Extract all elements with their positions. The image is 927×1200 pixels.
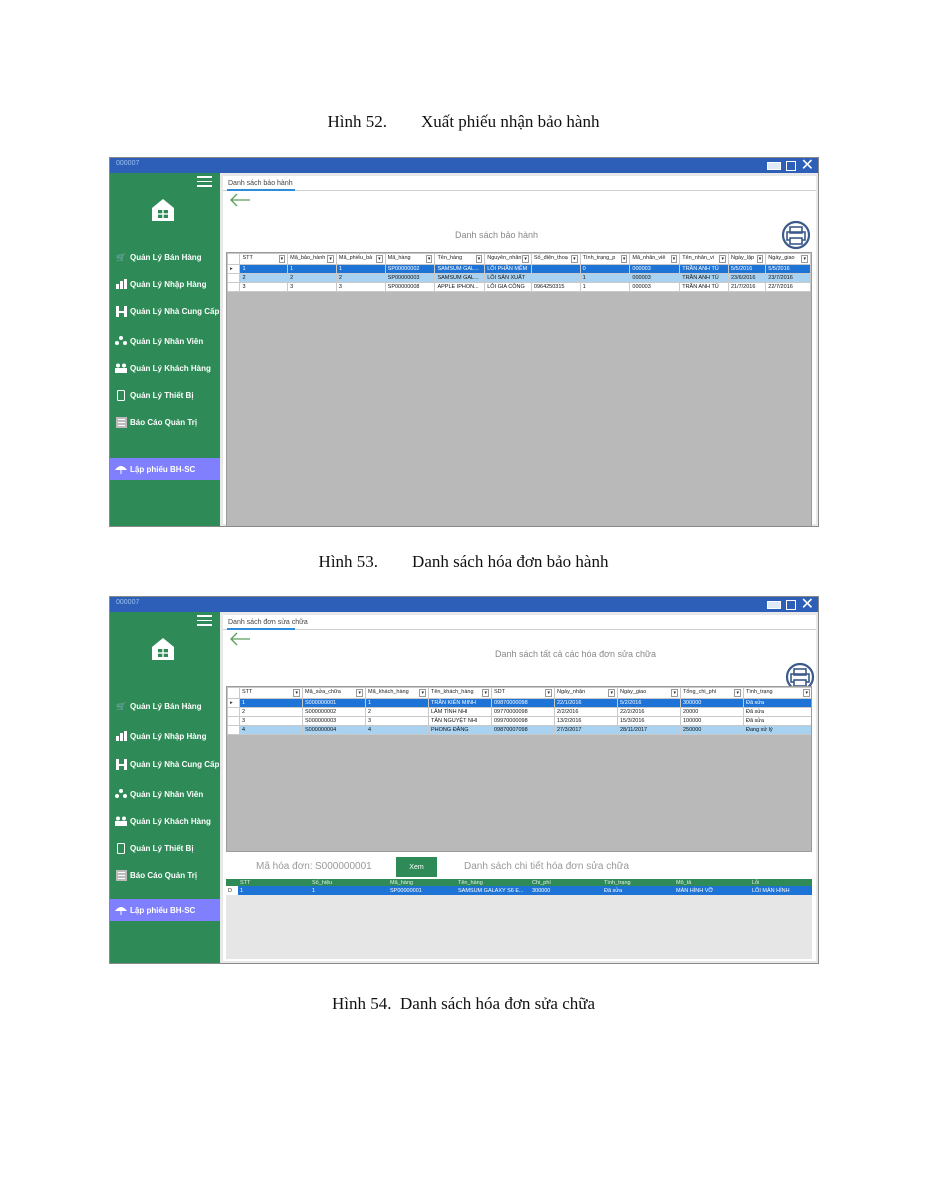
umbrella-icon xyxy=(115,905,127,916)
table-cell: 20000 xyxy=(681,708,744,717)
table-cell: 3 xyxy=(240,283,288,292)
table-row[interactable] xyxy=(228,274,811,283)
table-cell xyxy=(531,274,580,283)
filter-dropdown-icon[interactable]: ▾ xyxy=(358,690,361,696)
supplier-icon xyxy=(115,306,127,317)
row-marker xyxy=(228,283,240,292)
table-cell: 000003 xyxy=(630,265,680,274)
row-marker xyxy=(228,708,240,717)
table-cell: 3 xyxy=(366,717,429,726)
column-header[interactable] xyxy=(602,879,674,886)
row-marker: ▸ xyxy=(228,699,240,708)
table-cell: Đã sửa xyxy=(744,708,813,717)
table-row[interactable] xyxy=(228,283,811,292)
table-cell: TRẦN ANH TÚ xyxy=(680,274,729,283)
row-marker xyxy=(228,274,240,283)
table-cell: 5/5/2016 xyxy=(728,265,765,274)
column-header[interactable] xyxy=(674,879,750,886)
view-button[interactable]: Xem xyxy=(396,857,437,877)
column-header-label: Tên_hàng xyxy=(437,255,463,261)
filter-dropdown-icon[interactable]: ▾ xyxy=(622,256,626,262)
table-cell: MÀN HÌNH VỠ xyxy=(674,886,750,895)
warranty-grid xyxy=(226,252,812,527)
back-arrow-icon[interactable] xyxy=(229,193,251,207)
nav-lap-phieu[interactable] xyxy=(110,458,220,480)
table-cell: S000000004 xyxy=(303,726,366,735)
filter-dropdown-icon[interactable]: ▾ xyxy=(547,690,550,696)
nav-label: Quản Lý Bán Hàng xyxy=(130,252,202,262)
column-header-label: Mô_tả xyxy=(676,879,692,886)
table-cell: 3 xyxy=(336,283,385,292)
home-icon[interactable] xyxy=(150,197,176,223)
tab-danh-sach-don-sua-chua[interactable]: Danh sách đơn sửa chữa xyxy=(228,619,308,626)
customers-icon xyxy=(115,363,127,374)
table-cell: LỖI MÀN HÌNH xyxy=(750,886,812,895)
warranty-table xyxy=(227,253,811,292)
cart-icon: 🛒 xyxy=(116,252,126,262)
main-panel xyxy=(223,615,816,961)
table-cell: TRẦN KIÊN MINH xyxy=(429,699,492,708)
table-cell: 5/5/2016 xyxy=(766,265,811,274)
table-cell: 2 xyxy=(366,708,429,717)
column-header-label: Ngày_giao xyxy=(768,255,795,261)
repair-grid xyxy=(226,686,812,852)
table-row[interactable] xyxy=(228,717,813,726)
table-cell: Đã sửa xyxy=(744,717,813,726)
column-header-label: SDT xyxy=(494,689,505,695)
table-cell: 100000 xyxy=(681,717,744,726)
maximize-icon[interactable] xyxy=(786,161,796,171)
main-panel xyxy=(223,176,816,524)
table-cell: S000000001 xyxy=(303,699,366,708)
column-header[interactable] xyxy=(618,688,681,699)
table-cell: 1 xyxy=(366,699,429,708)
table-row[interactable] xyxy=(228,699,813,708)
column-header-label: Mã_khách_hàng xyxy=(368,689,409,695)
column-header-label: Chi_phí xyxy=(532,879,551,886)
table-cell: 4 xyxy=(366,726,429,735)
column-header-label: Tên_khách_hàng xyxy=(431,689,474,695)
filter-dropdown-icon[interactable]: ▾ xyxy=(378,256,381,262)
table-cell: 09770000098 xyxy=(492,708,555,717)
column-header-label: Tình_trạng xyxy=(746,689,773,695)
home-icon[interactable] xyxy=(150,636,176,662)
column-header-label: Mã_bảo_hành xyxy=(290,255,326,261)
tab-danh-sach-bao-hanh[interactable]: Danh sách bảo hành xyxy=(228,180,293,187)
table-cell: 21/7/2016 xyxy=(728,283,765,292)
table-cell: 300000 xyxy=(681,699,744,708)
column-header-label: STT xyxy=(242,255,253,261)
nav-khach-hang[interactable] xyxy=(110,810,220,832)
row-marker: ▸ xyxy=(228,265,240,274)
filter-dropdown-icon[interactable]: ▾ xyxy=(758,256,762,262)
title-bar xyxy=(110,158,818,173)
table-cell: 2 xyxy=(336,274,385,283)
column-header-label: Tình_trạng xyxy=(604,879,631,886)
nav-khach-hang[interactable] xyxy=(110,357,220,379)
column-header-label: Mã_sửa_chữa xyxy=(305,689,341,695)
column-header[interactable] xyxy=(555,688,618,699)
nav-nhap-hang[interactable] xyxy=(110,725,220,747)
column-header[interactable] xyxy=(728,254,765,265)
nav-thiet-bi[interactable] xyxy=(110,384,220,406)
phone-icon xyxy=(115,390,127,401)
table-cell: 2 xyxy=(240,708,303,717)
table-cell: 5/2/2016 xyxy=(618,699,681,708)
nav-label: Quản Lý Nhà Cung Cấp xyxy=(130,759,220,769)
nav-nha-cung-cap[interactable] xyxy=(110,753,220,775)
table-cell: 23/6/2016 xyxy=(728,274,765,283)
table-cell: 1 xyxy=(580,274,630,283)
table-row[interactable] xyxy=(226,886,812,895)
title-bar xyxy=(110,597,818,612)
column-header-label: Ngày_giao xyxy=(620,689,647,695)
table-cell: 250000 xyxy=(681,726,744,735)
filter-dropdown-icon[interactable]: ▾ xyxy=(721,256,724,262)
nav-label: Quản Lý Thiết Bị xyxy=(130,843,194,853)
nav-label: Quản Lý Nhập Hàng xyxy=(130,279,207,289)
table-cell: LỖI GIA CÔNG xyxy=(485,283,532,292)
column-header[interactable] xyxy=(681,688,744,699)
nav-bao-cao[interactable] xyxy=(110,864,220,886)
phone-icon xyxy=(115,843,127,854)
table-cell xyxy=(531,265,580,274)
table-cell: 2/2/2016 xyxy=(555,708,618,717)
column-header[interactable] xyxy=(680,254,729,265)
supplier-icon xyxy=(115,759,127,770)
hamburger-icon[interactable] xyxy=(197,615,212,629)
column-header-label: Nguyên_nhân xyxy=(487,255,522,261)
back-arrow-icon[interactable] xyxy=(229,632,251,646)
column-header-label: STT xyxy=(242,689,253,695)
detail-table xyxy=(226,879,812,895)
table-cell: 22/2/2016 xyxy=(618,708,681,717)
column-header-label: Mã_nhân_viê xyxy=(632,255,666,261)
table-cell: SAMSUM GALAXY S6 E... xyxy=(456,886,530,895)
table-cell: 22/1/2016 xyxy=(555,699,618,708)
table-cell: APPLE IPHON... xyxy=(435,283,485,292)
table-cell: LỖI PHẦN MỀM xyxy=(485,265,532,274)
staff-icon xyxy=(115,789,127,800)
table-cell: Đã sửa xyxy=(744,699,813,708)
table-cell: PHONG ĐĂNG xyxy=(429,726,492,735)
table-cell: SAMSUM GAL... xyxy=(435,274,485,283)
app-title: 000007 xyxy=(116,160,140,167)
caption-fig53: Hình 53. Danh sách hóa đơn bảo hành xyxy=(318,552,609,571)
nav-label: Quản Lý Thiết Bị xyxy=(130,390,194,400)
column-header-label: Tổng_chi_phí xyxy=(683,689,717,695)
nav-label: Quản Lý Nhà Cung Cấp xyxy=(130,306,220,316)
column-header-label: Ngày_nhận xyxy=(557,689,586,695)
staff-icon xyxy=(115,336,127,347)
table-cell: TRẦN ANH TÚ xyxy=(680,265,729,274)
table-cell: 1 xyxy=(336,265,385,274)
filter-dropdown-icon[interactable]: ▾ xyxy=(673,690,676,696)
table-cell: 1 xyxy=(240,265,288,274)
maximize-icon[interactable] xyxy=(786,600,796,610)
nav-nhan-vien[interactable] xyxy=(110,330,220,352)
page-heading: Danh sách tất cả các hóa đơn sửa chữa xyxy=(495,649,657,659)
invoice-value: S000000001 xyxy=(315,861,372,872)
column-header[interactable] xyxy=(310,879,388,886)
nav-lap-phieu[interactable] xyxy=(110,899,220,921)
column-header[interactable] xyxy=(435,254,485,265)
table-cell: 1 xyxy=(580,283,630,292)
nav-label: Quản Lý Khách Hàng xyxy=(130,363,211,373)
column-header[interactable] xyxy=(580,254,630,265)
sidebar xyxy=(110,173,220,526)
column-header-label: Số_hiệu xyxy=(312,879,333,886)
row-marker xyxy=(228,726,240,735)
table-cell: 13/2/2016 xyxy=(555,717,618,726)
table-cell: 000003 xyxy=(630,283,680,292)
keyboard-icon[interactable] xyxy=(767,601,781,609)
table-cell: 15/3/2016 xyxy=(618,717,681,726)
table-cell: 09870000098 xyxy=(492,699,555,708)
column-header[interactable] xyxy=(238,879,310,886)
table-cell: LỖI SẢN XUẤT xyxy=(485,274,532,283)
filter-dropdown-icon[interactable]: ▾ xyxy=(805,690,808,696)
table-cell: S000000003 xyxy=(303,717,366,726)
table-cell: 2 xyxy=(240,274,288,283)
column-header-label: Mã_hàng xyxy=(390,879,413,886)
nav-nhap-hang[interactable] xyxy=(110,273,220,295)
app-title: 000007 xyxy=(116,599,140,606)
page-heading: Danh sách bảo hành xyxy=(455,230,539,240)
invoice-label: Mã hóa đơn: xyxy=(256,861,313,872)
table-cell: SP00000003 xyxy=(385,274,435,283)
table-cell: Đang xử lý xyxy=(744,726,813,735)
table-cell: 27/3/2017 xyxy=(555,726,618,735)
column-header[interactable] xyxy=(388,879,456,886)
keyboard-icon[interactable] xyxy=(767,162,781,170)
table-cell: SP00000001 xyxy=(388,886,456,895)
table-cell: 22/7/2016 xyxy=(766,283,811,292)
nav-label: Quản Lý Khách Hàng xyxy=(130,816,211,826)
filter-dropdown-icon[interactable]: ▾ xyxy=(427,256,431,262)
table-cell: 000003 xyxy=(630,274,680,283)
table-cell: 1 xyxy=(288,265,337,274)
table-cell: 28/11/2017 xyxy=(618,726,681,735)
nav-nhan-vien[interactable] xyxy=(110,783,220,805)
report-icon xyxy=(115,417,127,428)
table-cell: 2 xyxy=(288,274,337,283)
table-cell: Đã sửa xyxy=(602,886,674,895)
nav-nha-cung-cap[interactable] xyxy=(110,300,220,322)
warranty-window xyxy=(109,157,819,527)
table-cell: TRẦN ANH TÚ xyxy=(680,283,729,292)
filter-dropdown-icon[interactable]: ▾ xyxy=(610,690,613,696)
column-header[interactable] xyxy=(336,254,385,265)
column-header-label: Lỗi xyxy=(752,879,760,886)
nav-label: Báo Cáo Quản Trị xyxy=(130,417,198,427)
nav-label: Lập phiếu BH-SC xyxy=(130,464,196,474)
repair-window xyxy=(109,596,819,964)
table-cell: SP00000002 xyxy=(385,265,435,274)
close-icon[interactable]: ✕ xyxy=(800,157,814,174)
column-header[interactable] xyxy=(492,688,555,699)
row-marker: D xyxy=(226,886,238,895)
column-header[interactable] xyxy=(531,254,580,265)
column-header[interactable] xyxy=(303,688,366,699)
filter-dropdown-icon[interactable]: ▾ xyxy=(280,256,284,262)
table-cell: SAMSUM GAL... xyxy=(435,265,485,274)
column-header-label: Mã_phiếu_bả xyxy=(338,255,373,261)
customers-icon xyxy=(115,816,127,827)
import-chart-icon xyxy=(115,279,127,290)
column-header[interactable] xyxy=(240,688,303,699)
column-header[interactable] xyxy=(240,254,288,265)
close-icon[interactable]: ✕ xyxy=(800,596,814,613)
nav-label: Quản Lý Nhân Viên xyxy=(130,789,204,799)
table-cell: 3 xyxy=(288,283,337,292)
nav-ban-hang[interactable] xyxy=(110,695,220,717)
nav-label: Quản Lý Nhân Viên xyxy=(130,336,204,346)
column-header-label: STT xyxy=(240,879,251,886)
table-row[interactable] xyxy=(228,265,811,274)
filter-dropdown-icon[interactable]: ▾ xyxy=(484,690,487,696)
table-cell: 4 xyxy=(240,726,303,735)
column-header[interactable] xyxy=(385,254,435,265)
table-cell: 300000 xyxy=(530,886,602,895)
table-cell: SP00000008 xyxy=(385,283,435,292)
row-marker xyxy=(228,717,240,726)
table-cell: S000000002 xyxy=(303,708,366,717)
table-cell: 3 xyxy=(240,717,303,726)
filter-dropdown-icon[interactable]: ▾ xyxy=(736,690,739,696)
column-header[interactable] xyxy=(744,688,813,699)
nav-label: Báo Cáo Quản Trị xyxy=(130,870,198,880)
table-row[interactable] xyxy=(228,708,813,717)
filter-dropdown-icon[interactable]: ▾ xyxy=(672,256,676,262)
column-header[interactable] xyxy=(485,254,532,265)
column-header[interactable] xyxy=(429,688,492,699)
column-header[interactable] xyxy=(766,254,811,265)
table-cell: 1 xyxy=(238,886,310,895)
column-header-label: Tình_trạng_p xyxy=(582,255,616,261)
column-header[interactable] xyxy=(750,879,812,886)
printer-icon[interactable] xyxy=(781,220,811,250)
filter-dropdown-icon[interactable]: ▾ xyxy=(421,690,424,696)
nav-label: Quản Lý Bán Hàng xyxy=(130,701,202,711)
nav-bao-cao[interactable] xyxy=(110,411,220,433)
sidebar xyxy=(110,612,220,963)
table-cell: TÂN NGUYỆT NHI xyxy=(429,717,492,726)
column-header[interactable] xyxy=(288,254,337,265)
column-header-label: Ngày_lập xyxy=(730,255,755,261)
column-header-label: Mã_hàng xyxy=(387,255,411,261)
caption-fig52: Hình 52. Xuất phiếu nhận bảo hành xyxy=(327,112,600,131)
nav-label: Lập phiếu BH-SC xyxy=(130,905,196,915)
filter-dropdown-icon[interactable]: ▾ xyxy=(573,256,576,262)
hamburger-icon[interactable] xyxy=(197,176,212,190)
detail-grid xyxy=(226,879,812,959)
caption-fig54: Hình 54. Danh sách hóa đơn sửa chữa xyxy=(332,994,595,1013)
table-cell: 09870007098 xyxy=(492,726,555,735)
nav-thiet-bi[interactable] xyxy=(110,837,220,859)
column-header-label: Tên_hàng xyxy=(458,879,483,886)
column-header[interactable] xyxy=(630,254,680,265)
filter-dropdown-icon[interactable]: ▾ xyxy=(524,256,527,262)
column-header[interactable] xyxy=(530,879,602,886)
column-header[interactable] xyxy=(366,688,429,699)
table-cell: 1 xyxy=(310,886,388,895)
column-header[interactable] xyxy=(456,879,530,886)
report-icon xyxy=(115,870,127,881)
repair-table xyxy=(227,687,812,735)
umbrella-icon xyxy=(115,464,127,475)
filter-dropdown-icon[interactable]: ▾ xyxy=(295,690,298,696)
filter-dropdown-icon[interactable]: ▾ xyxy=(477,256,481,262)
column-header-label: Tên_nhân_vi xyxy=(682,255,715,261)
table-cell: 0 xyxy=(580,265,630,274)
table-cell: LÂM TÌNH NHI xyxy=(429,708,492,717)
column-header-label: Số_điện_thoạ xyxy=(533,255,568,261)
filter-dropdown-icon[interactable]: ▾ xyxy=(329,256,332,262)
cart-icon: 🛒 xyxy=(116,701,126,711)
table-row[interactable] xyxy=(228,726,813,735)
table-cell: 09970000098 xyxy=(492,717,555,726)
table-cell: 0964250315 xyxy=(531,283,580,292)
import-chart-icon xyxy=(115,731,127,742)
table-cell: 1 xyxy=(240,699,303,708)
nav-ban-hang[interactable] xyxy=(110,246,220,268)
filter-dropdown-icon[interactable]: ▾ xyxy=(803,256,806,262)
detail-heading: Danh sách chi tiết hóa đơn sửa chữa xyxy=(464,861,630,872)
table-cell: 23/7/2016 xyxy=(766,274,811,283)
nav-label: Quản Lý Nhập Hàng xyxy=(130,731,207,741)
